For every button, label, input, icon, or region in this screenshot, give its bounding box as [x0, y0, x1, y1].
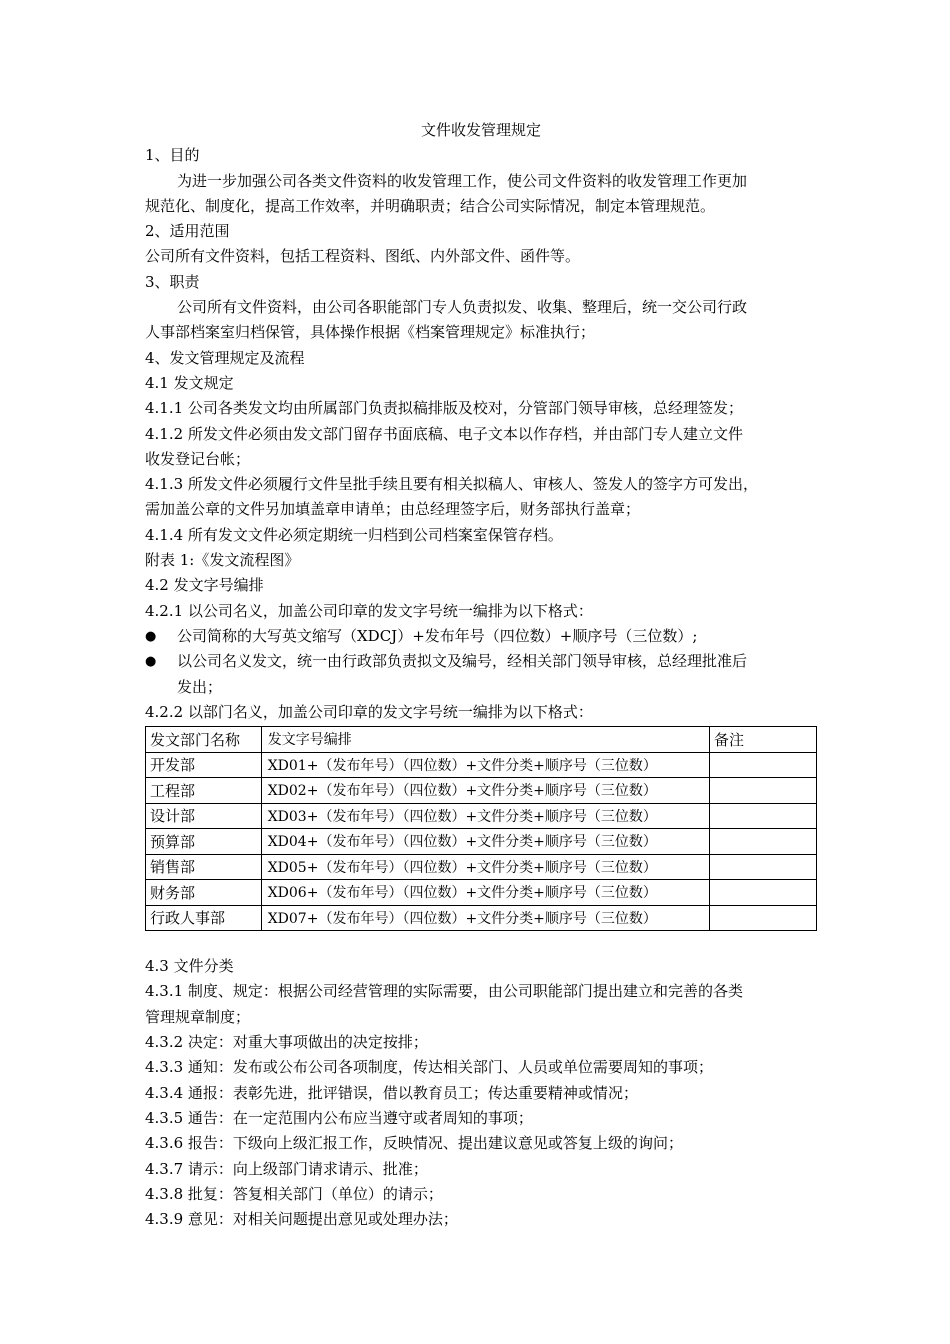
table-cell-note [709, 905, 816, 931]
table-header-cell: 发文字号编排 [261, 727, 709, 753]
document-code-table [145, 726, 817, 931]
table-row [146, 905, 817, 931]
section-3-paragraph-line-1: 公司所有文件资料，由公司各职能部门专人负责拟发、收集、整理后，统一交公司行政 [177, 298, 748, 317]
section-4-2-heading: 4.2 发文字号编排 [145, 576, 264, 595]
clause-4-3-8: 4.3.8 批复：答复相关部门（单位）的请示； [145, 1184, 443, 1203]
bullet-item-1-text: 公司简称的大写英文缩写（XDCJ）+发布年号（四位数）+顺序号（三位数）; [177, 626, 698, 645]
table-row [146, 829, 817, 855]
clause-4-1-4: 4.1.4 所有发文文件必须定期统一归档到公司档案室保管存档。 [145, 525, 563, 544]
table-row [146, 778, 817, 804]
table-cell-department: 开发部 [146, 752, 262, 778]
table-cell-code-format: XD05+（发布年号）（四位数）+文件分类+顺序号（三位数） [261, 854, 709, 880]
section-4-heading: 4、发文管理规定及流程 [145, 348, 305, 367]
section-1-paragraph-line-1: 为进一步加强公司各类文件资料的收发管理工作，使公司文件资料的收发管理工作更加 [177, 171, 748, 190]
table-row [146, 880, 817, 906]
document-title: 文件收发管理规定 [420, 121, 541, 139]
bullet-item-2-text-line-2: 发出； [177, 677, 223, 696]
clause-4-3-2: 4.3.2 决定：对重大事项做出的决定按排； [145, 1033, 428, 1052]
table-cell-department: 设计部 [146, 803, 262, 829]
table-cell-note [709, 803, 816, 829]
section-3-paragraph-line-2: 人事部档案室归档保管，具体操作根据《档案管理规定》标准执行； [145, 323, 596, 342]
table-header-cell: 发文部门名称 [146, 727, 262, 753]
clause-4-3-7: 4.3.7 请示：向上级部门请求请示、批准； [145, 1159, 428, 1178]
table-cell-note [709, 880, 816, 906]
bullet-icon: ● [145, 628, 157, 644]
table-header-row [146, 727, 817, 753]
table-cell-code-format: XD03+（发布年号）（四位数）+文件分类+顺序号（三位数） [261, 803, 709, 829]
table-cell-department: 行政人事部 [146, 905, 262, 931]
clause-4-2-1: 4.2.1 以公司名义，加盖公司印章的发文字号统一编排为以下格式： [145, 601, 593, 620]
table-cell-code-format: XD01+（发布年号）（四位数）+文件分类+顺序号（三位数） [261, 752, 709, 778]
table-cell-note [709, 829, 816, 855]
clause-4-3-1-line-2: 管理规章制度； [145, 1007, 251, 1026]
appendix-reference: 附表 1:《发文流程图》 [145, 551, 300, 570]
clause-4-3-1-line-1: 4.3.1 制度、规定：根据公司经营管理的实际需要，由公司职能部门提出建立和完善的各类 [145, 982, 743, 1001]
document-page [145, 118, 817, 1232]
table-cell-code-format: XD06+（发布年号）（四位数）+文件分类+顺序号（三位数） [261, 880, 709, 906]
table-row [146, 854, 817, 880]
clause-4-3-6: 4.3.6 报告：下级向上级汇报工作，反映情况、提出建议意见或答复上级的询问； [145, 1134, 683, 1153]
section-4-3-heading: 4.3 文件分类 [145, 957, 234, 976]
section-1-heading: 1、目的 [145, 146, 200, 165]
table-row [146, 803, 817, 829]
table-cell-department: 工程部 [146, 778, 262, 804]
table-cell-department: 预算部 [146, 829, 262, 855]
section-3-heading: 3、职责 [145, 272, 200, 291]
section-1-paragraph-line-2: 规范化、制度化，提高工作效率，并明确职责；结合公司实际情况，制定本管理规范。 [145, 196, 716, 215]
table-cell-code-format: XD04+（发布年号）（四位数）+文件分类+顺序号（三位数） [261, 829, 709, 855]
clause-4-3-5: 4.3.5 通告：在一定范围内公布应当遵守或者周知的事项； [145, 1108, 533, 1127]
table-cell-note [709, 778, 816, 804]
section-4-1-heading: 4.1 发文规定 [145, 373, 234, 392]
spacer [145, 931, 817, 954]
bullet-item-2-text-line-1: 以公司名义发文，统一由行政部负责拟文及编号，经相关部门领导审核，总经理批准后 [177, 652, 748, 671]
bullet-item-2 [145, 649, 817, 674]
clause-4-1-3-line-1: 4.1.3 所发文件必须履行文件呈批手续且要有相关拟稿人、审核人、签发人的签字方可发出， [145, 475, 758, 494]
table-cell-note [709, 854, 816, 880]
table-cell-note [709, 752, 816, 778]
clause-4-3-3: 4.3.3 通知：发布或公布公司各项制度，传达相关部门、人员或单位需要周知的事项； [145, 1058, 713, 1077]
clause-4-1-3-line-2: 需加盖公章的文件另加填盖章申请单；由总经理签字后，财务部执行盖章； [145, 500, 641, 519]
clause-4-1-2-line-2: 收发登记台帐； [145, 449, 251, 468]
clause-4-1-1: 4.1.1 公司各类发文均由所属部门负责拟稿排版及校对，分管部门领导审核，总经理签发； [145, 399, 743, 418]
table-cell-code-format: XD07+（发布年号）（四位数）+文件分类+顺序号（三位数） [261, 905, 709, 931]
table-cell-department: 销售部 [146, 854, 262, 880]
table-row [146, 752, 817, 778]
section-2-paragraph: 公司所有文件资料，包括工程资料、图纸、内外部文件、函件等。 [145, 247, 581, 266]
table-cell-code-format: XD02+（发布年号）（四位数）+文件分类+顺序号（三位数） [261, 778, 709, 804]
table-cell-department: 财务部 [146, 880, 262, 906]
bullet-icon: ● [145, 654, 157, 670]
clause-4-1-2-line-1: 4.1.2 所发文件必须由发文部门留存书面底稿、电子文本以作存档，并由部门专人建立文件 [145, 424, 743, 443]
clause-4-3-4: 4.3.4 通报：表彰先进，批评错误，借以教育员工；传达重要精神或情况； [145, 1083, 638, 1102]
clause-4-2-2: 4.2.2 以部门名义，加盖公司印章的发文字号统一编排为以下格式： [145, 702, 593, 721]
table-header-cell: 备注 [709, 727, 816, 753]
section-2-heading: 2、适用范围 [145, 222, 230, 241]
clause-4-3-9: 4.3.9 意见：对相关问题提出意见或处理办法； [145, 1210, 458, 1229]
bullet-item-1 [145, 624, 817, 649]
